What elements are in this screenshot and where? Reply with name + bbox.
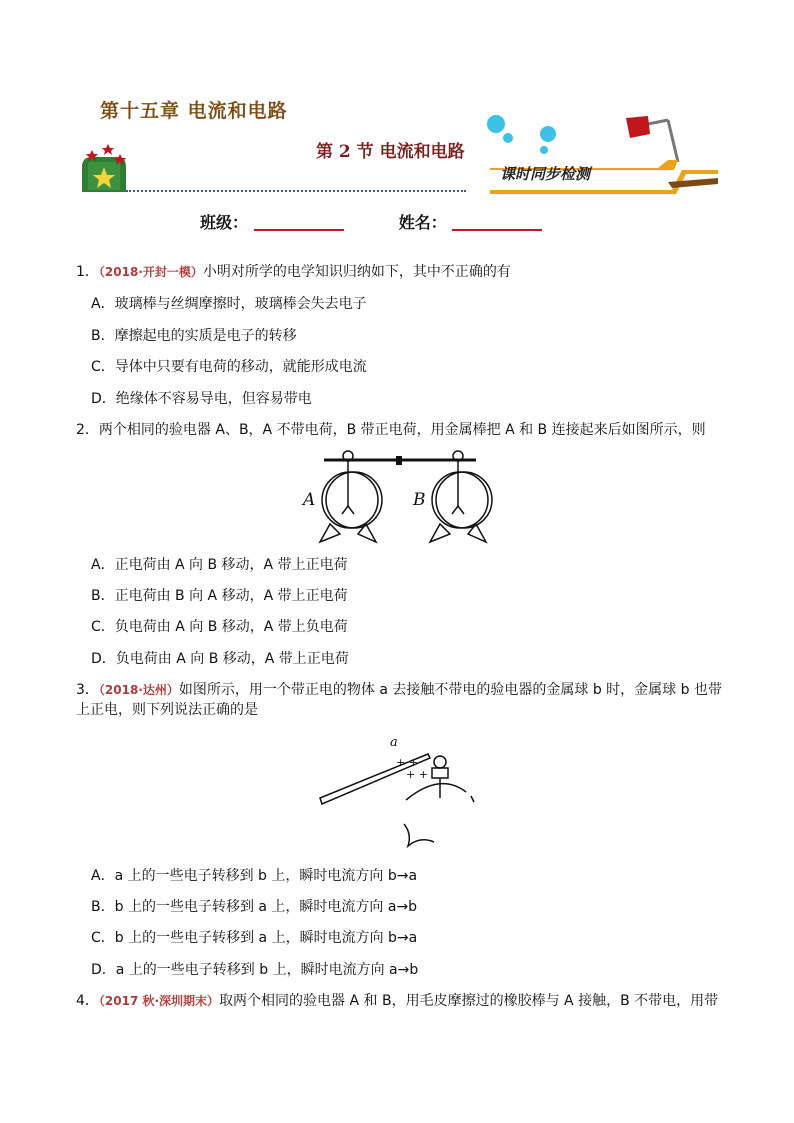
option-b[interactable]: B．摩擦起电的实质是电子的转移: [91, 328, 297, 344]
option-a[interactable]: A．a 上的一些电子转移到 b 上，瞬时电流方向 b→a: [91, 868, 418, 884]
svg-text:+ +: + +: [396, 756, 418, 769]
svg-text:+ +: + +: [406, 768, 428, 781]
question-stem: 取两个相同的验电器 A 和 B，用毛皮摩擦过的橡胶棒与 A 接触，B 不带电，用带: [219, 993, 719, 1009]
dotted-divider: [126, 190, 466, 192]
question-stem: 两个相同的验电器 A、B，A 不带电荷，B 带正电荷，用金属棒把 A 和 B 连接起来后如图所示，则: [98, 422, 706, 438]
question-number: 4．: [76, 993, 99, 1009]
name-field[interactable]: [452, 213, 542, 231]
electroscope-a-label: A: [303, 490, 316, 510]
question-stem: 如图所示，用一个带正电的物体 a 去接触不带电的验电器的金属球 b 时，金属球 b 也带: [178, 682, 722, 698]
banner-label: 课时同步检测: [500, 165, 591, 183]
option-d[interactable]: D．负电荷由 A 向 B 移动，A 带上正电荷: [91, 651, 349, 667]
option-c[interactable]: C．负电荷由 A 向 B 移动，A 带上负电荷: [91, 619, 348, 635]
section-title: 第 2 节 电流和电路: [316, 142, 465, 162]
chapter-title: 第十五章 电流和电路: [100, 100, 288, 122]
rod-a-label: a: [390, 735, 398, 750]
option-a[interactable]: A．正电荷由 A 向 B 移动，A 带上正电荷: [91, 557, 348, 573]
question-4: [76, 991, 736, 1011]
option-d[interactable]: D．绝缘体不容易导电，但容易带电: [91, 391, 312, 407]
question-source: （2018·开封一模）: [98, 265, 203, 279]
question-stem-continued: 上正电，则下列说法正确的是: [76, 702, 258, 718]
electroscope-figure: [300, 448, 500, 544]
question-3: [76, 680, 736, 720]
question-number: 2．: [76, 422, 99, 438]
option-a[interactable]: A．玻璃棒与丝绸摩擦时，玻璃棒会失去电子: [91, 296, 367, 312]
question-source: （2018·达州）: [98, 683, 179, 697]
name-label: 姓名：: [398, 213, 447, 232]
option-b[interactable]: B．b 上的一些电子转移到 a 上，瞬时电流方向 a→b: [91, 899, 418, 915]
question-1: [76, 262, 736, 282]
charged-rod-figure: [316, 742, 486, 852]
class-field[interactable]: [254, 213, 344, 231]
question-stem: 小明对所学的电学知识归纳如下，其中不正确的有: [202, 264, 511, 280]
question-source: （2017 秋·深圳期末）: [98, 994, 220, 1008]
electroscope-b-label: B: [413, 490, 426, 510]
student-info: [200, 210, 542, 233]
option-b[interactable]: B．正电荷由 B 向 A 移动，A 带上正电荷: [91, 588, 348, 604]
question-number: 1．: [76, 264, 99, 280]
class-label: 班级：: [200, 213, 249, 232]
question-number: 3．: [76, 682, 99, 698]
option-c[interactable]: C．b 上的一些电子转移到 a 上，瞬时电流方向 b→a: [91, 930, 418, 946]
option-c[interactable]: C．导体中只要有电荷的移动，就能形成电流: [91, 359, 367, 375]
question-2: [76, 420, 736, 440]
option-d[interactable]: D．a 上的一些电子转移到 b 上，瞬时电流方向 a→b: [91, 962, 419, 978]
